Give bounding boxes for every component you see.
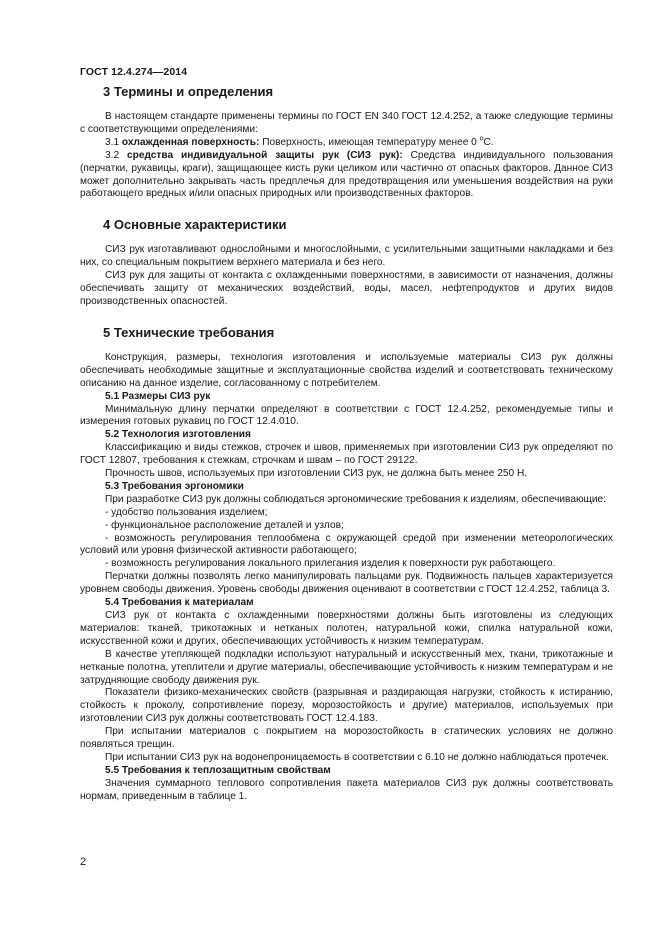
degree-sign: o — [479, 135, 484, 143]
section-4-paragraph-1: СИЗ рук изготавливают однослойными и многослойными, с усилительными защитными накладками и без них, со специальным покрытием верхнего материала и без него. — [80, 244, 613, 269]
subsection-5-4-paragraph-1: СИЗ рук от контакта с охлажденными поверхностями должны быть изготовлены из следующих материалов: тканей, трикотажных и нетканых полотен, натуральной кожи, спилка натуральной кожи, искусственной кожи и других, обеспечивающих устойчивость к низким температурам. — [80, 610, 613, 647]
term-3-1-definition: Поверхность, имеющая температуру менее 0 — [259, 136, 480, 148]
subsection-5-4-paragraph-2: В качестве утепляющей подкладки используют натуральный и искусственный мех, ткани, трикотажные и нетканые полотна, утеплители и другие материалы, обеспечивающие устойчивость к низким температурам и не затрудняющие свободу движения рук. — [80, 648, 613, 686]
section-5-paragraph-1: Конструкция, размеры, технология изготовления и используемые материалы СИЗ рук должны обеспечивать необходимые защитные и эксплуатационные свойства изделий и соответствовать техническому описанию на данное изделие, согласованному с потребителем. — [80, 351, 613, 389]
page-content — [80, 84, 613, 804]
term-3-1 — [80, 137, 613, 150]
subsection-5-1-title: 5.1 Размеры СИЗ рук — [105, 390, 211, 402]
ergonomics-list-item: - функциональное расположение деталей и узлов; — [105, 519, 344, 531]
subsection-5-4-paragraph-5: При испытании СИЗ рук на водонепроницаемость в соответствии с 6.10 не должно наблюдаться протечек. — [105, 751, 609, 763]
ergonomics-list-item: - возможность регулирования теплообмена с окружающей средой при изменении метеорологических условий или уровня физической активности работающего; — [80, 532, 613, 557]
document-code-header: ГОСТ 12.4.274—2014 — [80, 66, 188, 78]
ergonomics-list-item: - возможность регулирования локального прилегания изделия к поверхности рук работающего. — [105, 558, 556, 570]
term-3-2-term: средства индивидуальной защиты рук (СИЗ рук): — [127, 149, 403, 161]
term-3-1-term: охлажденная поверхность: — [121, 136, 260, 148]
subsection-5-3-paragraph-2: Перчатки должны позволять легко манипулировать пальцами рук. Подвижность пальцев характеризуется уровнем свободы движения. Уровень свободы движения оценивают в соответствии с ГОСТ 12.4.252, таблица 3. — [80, 571, 613, 596]
subsection-5-2-paragraph-1: Классификацию и виды стежков, строчек и швов, применяемых при изготовлении СИЗ рук определяют по ГОСТ 12807, требования к стежкам, строчкам и швам – по ГОСТ 29122. — [80, 442, 613, 467]
page-number: 2 — [80, 856, 87, 868]
subsection-5-2-paragraph-2: Прочность швов, используемых при изготовлении СИЗ рук, не должна быть менее 250 Н. — [105, 468, 528, 480]
subsection-5-4-title: 5.4 Требования к материалам — [105, 597, 254, 609]
subsection-5-2-title: 5.2 Технология изготовления — [105, 429, 251, 441]
subsection-5-4-paragraph-3: Показатели физико-механических свойств (разрывная и раздирающая нагрузки, стойкость к истиранию, стойкость к проколу, сопротивление порезу, морозостойкость и другие) материалов, используемых при изготовлении СИЗ рук должны соответствовать ГОСТ 12.4.183. — [80, 687, 613, 725]
section-5-title: 5 Технические требования — [103, 324, 275, 340]
subsection-5-5-title: 5.5 Требования к теплозащитным свойствам — [105, 764, 331, 776]
subsection-5-3-title: 5.3 Требования эргономики — [105, 480, 244, 492]
term-3-1-number: 3.1 — [105, 136, 122, 148]
term-3-1-unit: С. — [483, 136, 494, 148]
term-3-2-number: 3.2 — [105, 149, 128, 161]
subsection-5-4-paragraph-4: При испытании материалов с покрытием на морозостойкость в статических условиях не должно появляться трещин. — [80, 726, 613, 751]
section-3-title: 3 Термины и определения — [103, 84, 274, 99]
section-4-title: 4 Основные характеристики — [103, 217, 287, 233]
ergonomics-list-item: - удобство пользования изделием; — [105, 506, 268, 518]
term-3-2 — [80, 150, 613, 202]
subsection-5-3-paragraph-1: При разработке СИЗ рук должны соблюдаться эргономические требования к изделиям, обеспечивающие: — [105, 493, 606, 505]
subsection-5-1-paragraph: Минимальную длину перчатки определяют в соответствии с ГОСТ 12.4.252, рекомендуемые типы и измерения готовых рукавиц по ГОСТ 12.4.010. — [80, 403, 613, 428]
section-4-paragraph-2: СИЗ рук для защиты от контакта с охлажденными поверхностями, в зависимости от назначения, должны обеспечивать защиту от механических воздействий, воды, масел, нефтепродуктов и других видов производственных опасностей. — [80, 270, 613, 307]
term-3-2-definition: Средства индивидуального пользования (перчатки, рукавицы, краги), защищающее кисть руки целиком или частично от опасных факторов. Данное СИЗ может дополнительно закрывать часть предплечья для предотвращения или уменьшения воздействия на руки работающего вредных и/или опасных природных или производственных факторов. — [80, 149, 613, 200]
section-3-intro: В настоящем стандарте применены термины по ГОСТ EN 340 ГОСТ 12.4.252, а также следующие термины с соответствующими определениями: — [80, 111, 613, 135]
subsection-5-5-paragraph-1: Значения суммарного теплового сопротивления пакета материалов СИЗ рук должны соответствовать нормам, приведенным в таблице 1. — [80, 777, 613, 802]
